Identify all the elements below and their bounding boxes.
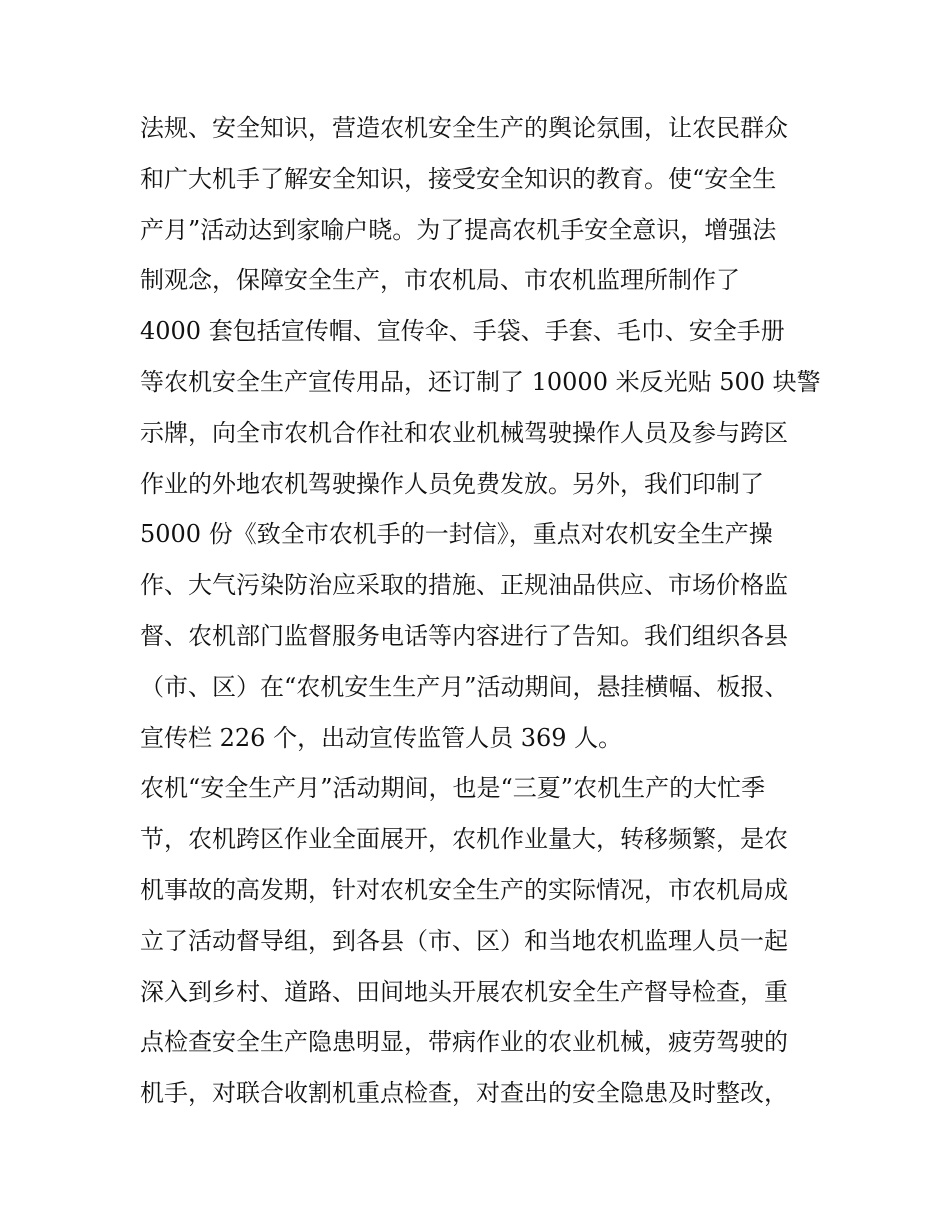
text-line: 宣传栏 226 个，出动宣传监管人员 369 人。 bbox=[140, 723, 623, 752]
text-line: 5000 份《致全市农机手的一封信》，重点对农机安全生产操 bbox=[140, 520, 773, 549]
text-line: 督、农机部门监督服务电话等内容进行了告知。我们组织各县 bbox=[140, 621, 788, 650]
text-line: 作、大气污染防治应采取的措施、正规油品供应、市场价格监 bbox=[140, 571, 788, 600]
text-line: 4000 套包括宣传帽、宣传伞、手袋、手套、毛巾、安全手册 bbox=[140, 317, 785, 346]
text-line: 农机“安全生产月”活动期间，也是“三夏”农机生产的大忙季 bbox=[140, 774, 766, 803]
text-line: 机事故的高发期，针对农机安全生产的实际情况，市农机局成 bbox=[140, 875, 788, 904]
text-line: 制观念，保障安全生产，市农机局、市农机监理所制作了 bbox=[140, 266, 740, 295]
text-line: 点检查安全生产隐患明显，带病作业的农业机械，疲劳驾驶的 bbox=[140, 1028, 788, 1057]
text-line: 机手，对联合收割机重点检查，对查出的安全隐患及时整改， bbox=[140, 1079, 788, 1108]
text-line: 法规、安全知识，营造农机安全生产的舆论氛围，让农民群众 bbox=[140, 114, 788, 142]
body-text bbox=[140, 103, 820, 1119]
text-line: 和广大机手了解安全知识，接受安全知识的教育。使“安全生 bbox=[140, 164, 777, 193]
text-line: 深入到乡村、道路、田间地头开展农机安全生产督导检查，重 bbox=[140, 977, 788, 1006]
text-line: （市、区）在“农机安生生产月”活动期间，悬挂横幅、板报、 bbox=[140, 672, 789, 701]
text-line: 作业的外地农机驾驶操作人员免费发放。另外，我们印制了 bbox=[140, 469, 764, 498]
text-line: 节，农机跨区作业全面展开，农机作业量大，转移频繁，是农 bbox=[140, 825, 788, 854]
text-line: 示牌，向全市农机合作社和农业机械驾驶操作人员及参与跨区 bbox=[140, 418, 788, 447]
text-line: 产月”活动达到家喻户晓。为了提高农机手安全意识，增强法 bbox=[140, 215, 777, 244]
text-line: 等农机安全生产宣传用品，还订制了 10000 米反光贴 500 块警 bbox=[140, 367, 821, 396]
text-line: 立了活动督导组，到各县（市、区）和当地农机监理人员一起 bbox=[140, 926, 788, 955]
